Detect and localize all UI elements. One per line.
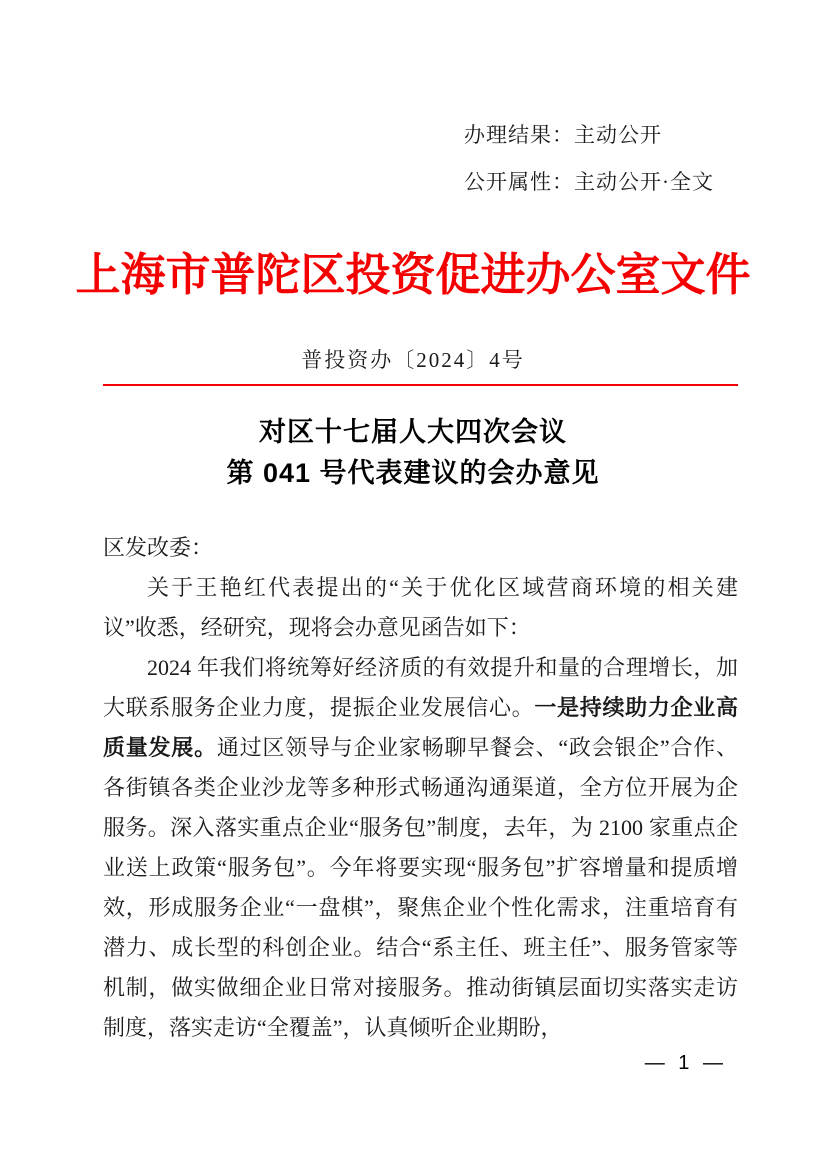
body-paragraph (103, 528, 738, 568)
red-divider-rule (103, 384, 738, 386)
body-text-segment: 2024 年我们将统筹好经济质的有效提升和量的合理增长，加大联系服务企业力度，提振企业发展信心。 (103, 655, 738, 720)
disclosure-meta-block (464, 112, 714, 206)
body-text-segment: 区发改委： (103, 535, 214, 560)
org-masthead-title: 上海市普陀区投资促进办公室文件 (75, 250, 751, 300)
disclosure-attribute-line: 公开属性：主动公开·全文 (464, 170, 714, 194)
body-paragraph (103, 568, 738, 648)
document-title-line1: 对区十七届人大四次会议 (259, 417, 567, 447)
document-title (0, 412, 826, 494)
body-text-segment-emphasis: 一是持续助力企业高质量发展。 (103, 695, 738, 760)
body-text-segment: 通过区领导与企业家畅聊早餐会、“政会银企”合作、各街镇各类企业沙龙等多种形式畅通沟通渠道，全方位开展为企服务。深入落实重点企业“服务包”制度，去年，为 2100 家重点企业送上政策“服务包”。今年将要实现“服务包”扩容增量和提质增效，形成服务企业“一盘棋”，聚焦企业个性化需求，注重培育有潜力、成长型的科创企业。结合“系主任、班主任”、服务管家等机制，做实做细企业日常对接服务。推动街镇层面切实落实走访制度，落实走访“全覆盖”，认真倾听企业期盼， (103, 735, 738, 1040)
document-reference-number: 普投资办〔2024〕4号 (301, 348, 525, 372)
body-paragraph (103, 648, 738, 1048)
document-body (103, 528, 738, 1048)
handling-result-line: 办理结果：主动公开 (464, 123, 662, 147)
page-number: — 1 — (644, 1052, 727, 1074)
document-title-line2: 第 041 号代表建议的会办意见 (226, 458, 600, 488)
body-text-segment: 关于王艳红代表提出的“关于优化区域营商环境的相关建议”收悉，经研究，现将会办意见函告如下： (103, 575, 738, 640)
